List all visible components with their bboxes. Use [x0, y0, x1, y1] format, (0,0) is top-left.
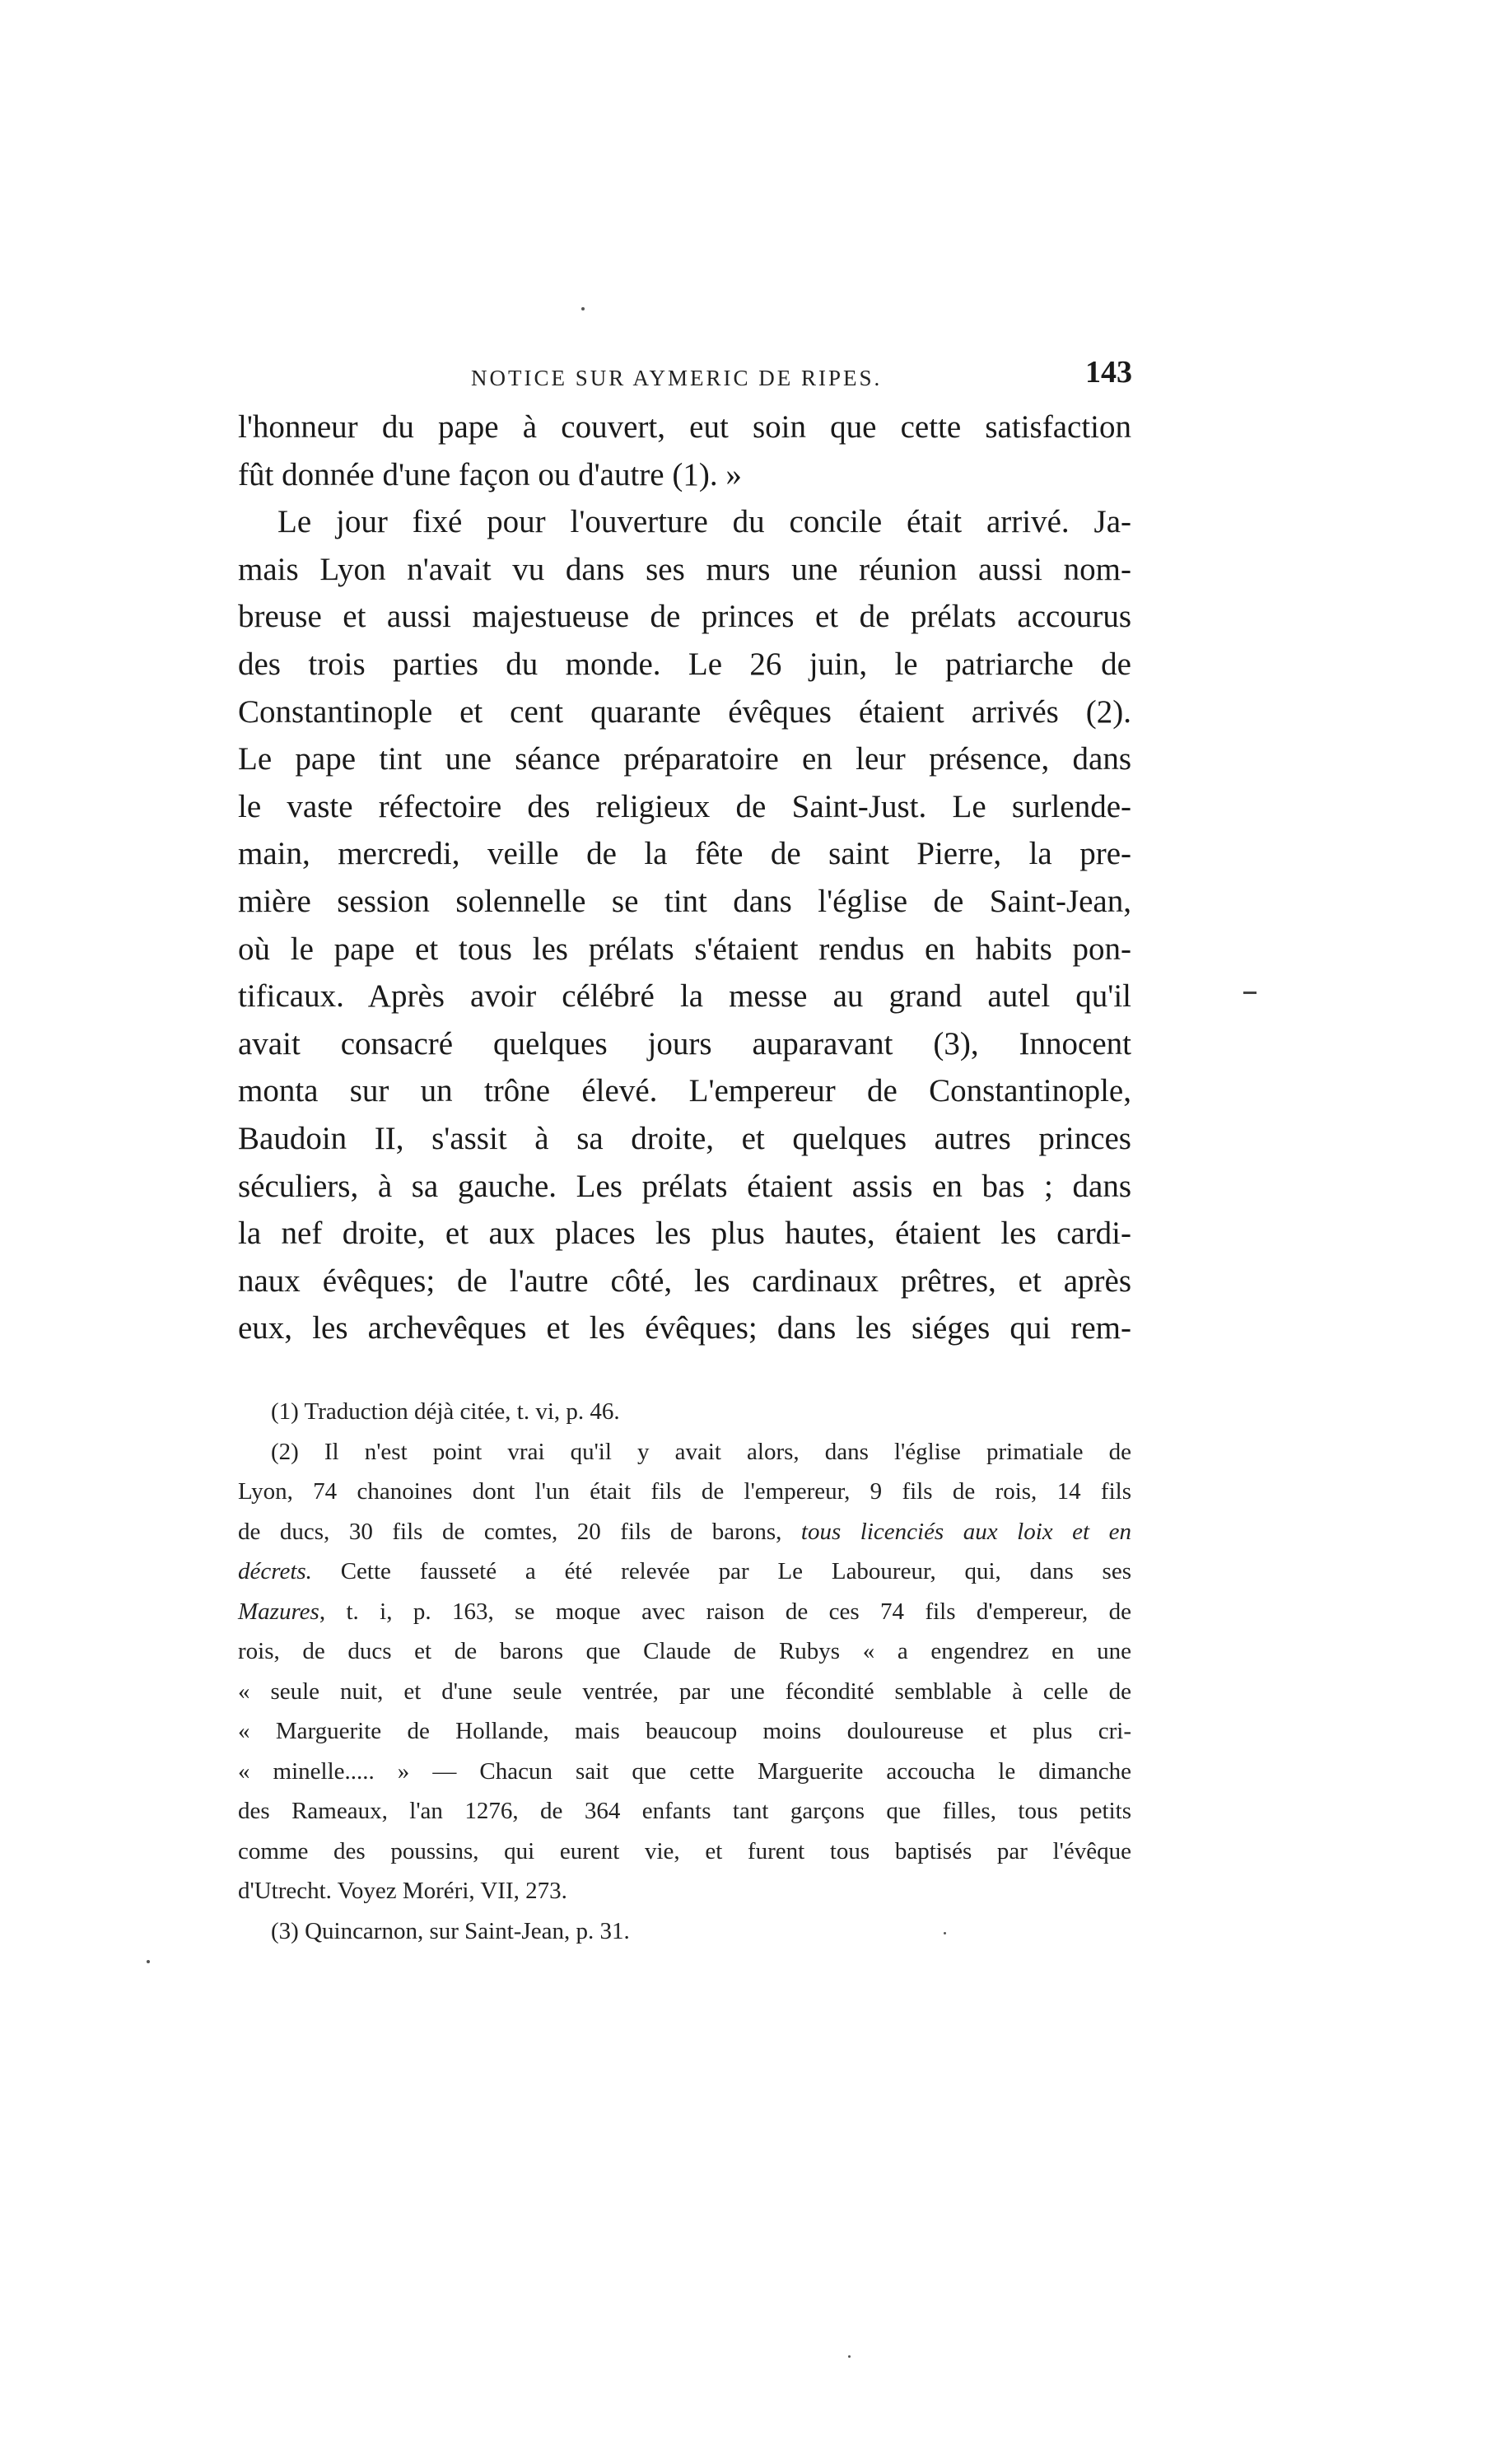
- text-line: Le pape tint une séance préparatoire en leur présence, dans: [238, 741, 1131, 777]
- footnote-2-line: [238, 1552, 1131, 1592]
- text-line: Constantinople et cent quarante évêques étaient arrivés (2).: [238, 693, 1131, 730]
- text-line: fût donnée d'une façon ou d'autre (1). »: [238, 456, 742, 492]
- text-line: la nef droite, et aux places les plus hautes, étaient les cardi-: [238, 1216, 1131, 1252]
- footnote-2-line: « seule nuit, et d'une seule ventrée, par une fécondité semblable à celle de: [238, 1678, 1131, 1705]
- text-line: main, mercredi, veille de la fête de saint Pierre, la pre-: [238, 836, 1131, 872]
- text-line: tificaux. Après avoir célébré la messe au grand autel qu'il: [238, 978, 1131, 1015]
- text-line: Baudoin II, s'assit à sa droite, et quelques autres princes: [238, 1120, 1131, 1156]
- footnote-text: de ducs, 30 fils de comtes, 20 fils de barons,: [238, 1518, 801, 1545]
- paper-speck: [848, 2355, 851, 2358]
- footnote-2-line: d'Utrecht. Voyez Moréri, VII, 273.: [238, 1878, 567, 1904]
- running-head: [231, 354, 1132, 404]
- footnote-3: (3) Quincarnon, sur Saint-Jean, p. 31.: [271, 1917, 630, 1944]
- footnote-italic-text: Mazures: [238, 1598, 319, 1625]
- footnote-2-line: rois, de ducs et de barons que Claude de Rubys « a engendrez en une: [238, 1638, 1131, 1664]
- footnote-2-line: « minelle..... » — Chacun sait que cette Marguerite accoucha le dimanche: [238, 1757, 1131, 1785]
- footnote-2-line: « Marguerite de Hollande, mais beaucoup moins douloureuse et plus cri-: [238, 1718, 1131, 1744]
- text-line: eux, les archevêques et les évêques; dans les siéges qui rem-: [238, 1310, 1131, 1346]
- footnote-italic-text: décrets.: [238, 1558, 312, 1584]
- text-line: Le jour fixé pour l'ouverture du concile était arrivé. Ja-: [277, 504, 1131, 540]
- text-line: mais Lyon n'avait vu dans ses murs une réunion aussi nom-: [238, 551, 1131, 587]
- footnote-2-line: [238, 1512, 1131, 1552]
- text-line: naux évêques; de l'autre côté, les cardinaux prêtres, et après: [238, 1262, 1131, 1299]
- paper-speck: [581, 307, 585, 310]
- text-line: monta sur un trône élevé. L'empereur de Constantinople,: [238, 1073, 1131, 1109]
- footnote-italic-text: tous licenciés aux loix et en: [800, 1518, 1132, 1545]
- paper-speck: [147, 1960, 150, 1963]
- footnote-text: Cette fausseté a été relevée par Le Laboureur, qui, dans ses: [311, 1558, 1131, 1584]
- footnote-1: (1) Traduction déjà citée, t. vi, p. 46.: [271, 1398, 620, 1425]
- footnote-2-line: des Rameaux, l'an 1276, de 364 enfants tant garçons que filles, tous petits: [238, 1798, 1131, 1824]
- text-line: le vaste réfectoire des religieux de Saint-Just. Le surlende-: [238, 788, 1131, 824]
- text-line: breuse et aussi majestueuse de princes et de prélats accourus: [238, 599, 1131, 635]
- text-line: mière session solennelle se tint dans l'église de Saint-Jean,: [238, 883, 1131, 919]
- footnote-2-line: [238, 1592, 1131, 1632]
- footnotes: [238, 1392, 1131, 1951]
- text-line: où le pape et tous les prélats s'étaient rendus en habits pon-: [238, 931, 1131, 967]
- text-line: des trois parties du monde. Le 26 juin, le patriarche de: [238, 646, 1131, 682]
- paper-speck: [944, 1932, 946, 1934]
- text-line: avait consacré quelques jours auparavant (3), Innocent: [238, 1025, 1131, 1062]
- running-title: NOTICE SUR AYMERIC DE RIPES.: [471, 366, 883, 390]
- main-text: [238, 404, 1131, 1352]
- footnote-2-line: (2) Il n'est point vrai qu'il y avait alors, dans l'église primatiale de: [271, 1438, 1131, 1465]
- text-line: l'honneur du pape à couvert, eut soin que cette satisfaction: [238, 409, 1131, 445]
- footnote-text: , t. i, p. 163, se moque avec raison de ces 74 fils d'empereur, de: [319, 1598, 1131, 1625]
- text-line: séculiers, à sa gauche. Les prélats étaient assis en bas ; dans: [238, 1168, 1131, 1204]
- margin-mark: [1243, 992, 1257, 994]
- footnote-2-line: Lyon, 74 chanoines dont l'un était fils de l'empereur, 9 fils de rois, 14 fils: [238, 1478, 1131, 1505]
- footnote-2-line: comme des poussins, qui eurent vie, et furent tous baptisés par l'évêque: [238, 1837, 1131, 1864]
- page-number: 143: [1085, 355, 1132, 390]
